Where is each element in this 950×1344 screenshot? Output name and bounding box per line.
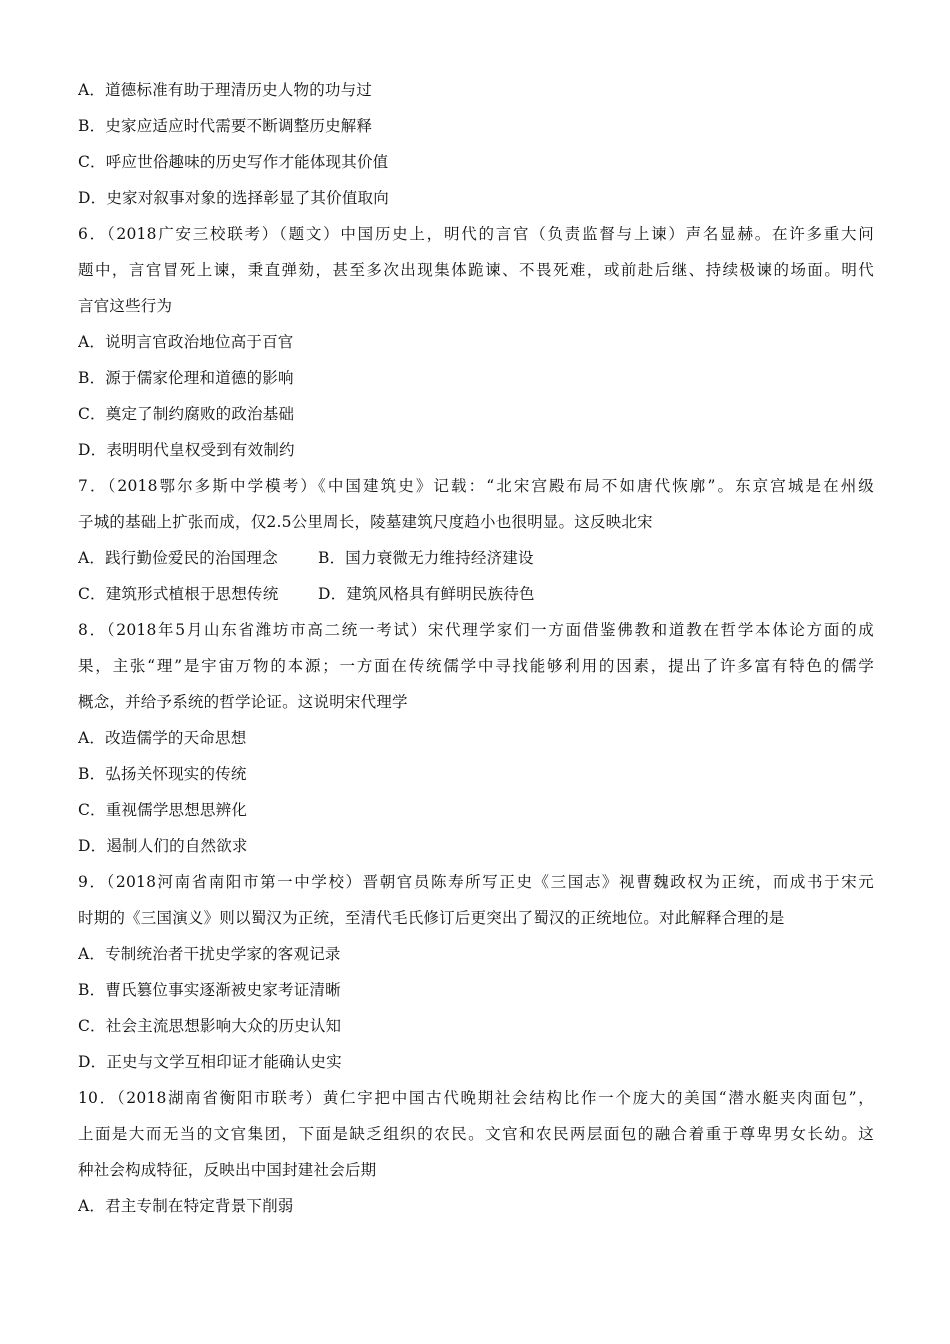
q8-stem-line-3: 概念，并给予系统的哲学论证。这说明宋代理学 — [78, 693, 408, 711]
q8-option-d: D．遏制人们的自然欲求 — [78, 837, 248, 855]
q5-option-c: C．呼应世俗趣味的历史写作才能体现其价值 — [78, 153, 389, 171]
q6-option-b: B．源于儒家伦理和道德的影响 — [78, 369, 294, 387]
q7-stem-line-2: 子城的基础上扩张而成，仅2.5公里周长，陵墓建筑尺度趋小也很明显。这反映北宋 — [78, 513, 653, 531]
q6-option-c: C．奠定了制约腐败的政治基础 — [78, 405, 295, 423]
q5-option-a: A．道德标准有助于理清历史人物的功与过 — [78, 81, 372, 99]
q6-option-a: A．说明言官政治地位高于百官 — [78, 333, 294, 351]
q9-option-a: A．专制统治者干扰史学家的客观记录 — [78, 945, 341, 963]
q10-stem-line-1: 10．（2018湖南省衡阳市联考）黄仁宇把中国古代晚期社会结构比作一个庞大的美国“潜水艇夹肉面包”， — [78, 1089, 874, 1107]
q9-stem-line-1: 9．（2018河南省南阳市第一中学校）晋朝官员陈寿所写正史《三国志》视曹魏政权为正统，而成书于宋元 — [78, 873, 874, 891]
q9-option-d: D．正史与文学互相印证才能确认史实 — [78, 1053, 342, 1071]
q6-stem-line-3: 言官这些行为 — [78, 297, 173, 315]
q9-option-b: B．曹氏篡位事实逐渐被史家考证清晰 — [78, 981, 341, 999]
q6-stem-line-1: 6．（2018广安三校联考）（题文）中国历史上，明代的言官（负责监督与上谏）声名显赫。在许多重大问 — [78, 225, 874, 243]
q10-stem-line-2: 上面是大而无当的文官集团，下面是缺乏组织的农民。文官和农民两层面包的融合着重于尊卑男女长幼。这 — [78, 1125, 874, 1143]
q8-stem-line-1: 8．（2018年5月山东省潍坊市高二统一考试）宋代理学家们一方面借鉴佛教和道教在哲学本体论方面的成 — [78, 621, 874, 639]
q7-option-b: B．国力衰微无力维持经济建设 — [318, 549, 534, 567]
q10-stem-line-3: 种社会构成特征，反映出中国封建社会后期 — [78, 1161, 377, 1179]
q8-stem-line-2: 果，主张“理”是宇宙万物的本源；一方面在传统儒学中寻找能够利用的因素，提出了许多富有特色的儒学 — [78, 657, 874, 675]
q10-option-a: A．君主专制在特定背景下削弱 — [78, 1197, 294, 1215]
q5-option-b: B．史家应适应时代需要不断调整历史解释 — [78, 117, 373, 135]
q7-option-c: C．建筑形式植根于思想传统 — [78, 585, 279, 603]
document-page — [78, 72, 874, 1224]
q8-option-a: A．改造儒学的天命思想 — [78, 729, 247, 747]
q9-stem-line-2: 时期的《三国演义》则以蜀汉为正统，至清代毛氏修订后更突出了蜀汉的正统地位。对此解释合理的是 — [78, 909, 785, 927]
q9-option-c: C．社会主流思想影响大众的历史认知 — [78, 1017, 342, 1035]
q8-option-b: B．弘扬关怀现实的传统 — [78, 765, 247, 783]
q8-option-c: C．重视儒学思想思辨化 — [78, 801, 248, 819]
q7-options-row-1 — [78, 540, 874, 576]
q6-stem-line-2: 题中，言官冒死上谏，秉直弹劾，甚至多次出现集体跪谏、不畏死难，或前赴后继、持续极谏的场面。明代 — [78, 261, 874, 279]
q7-option-a: A．践行勤俭爱民的治国理念 — [78, 549, 278, 567]
q7-stem-line-1: 7．（2018鄂尔多斯中学模考）《中国建筑史》记载：“北宋宫殿布局不如唐代恢廓”。东京宫城是在州级 — [78, 477, 874, 495]
q6-option-d: D．表明明代皇权受到有效制约 — [78, 441, 295, 459]
q7-options-row-2 — [78, 576, 874, 612]
q7-option-d: D．建筑风格具有鲜明民族待色 — [318, 585, 535, 603]
q5-option-d: D．史家对叙事对象的选择彰显了其价值取向 — [78, 189, 389, 207]
